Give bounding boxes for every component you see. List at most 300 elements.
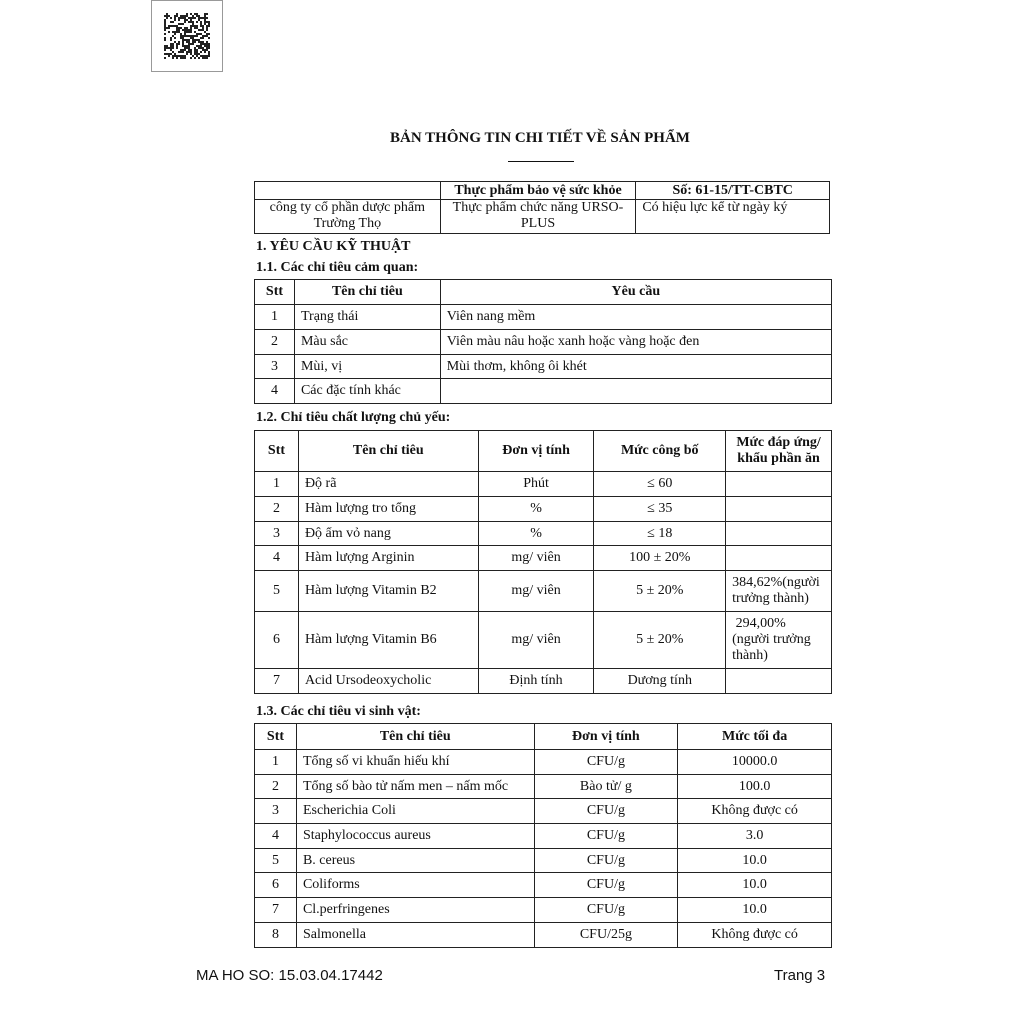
qr-module (196, 35, 198, 37)
table-cell: Hàm lượng tro tổng (298, 497, 478, 522)
qr-module (182, 57, 184, 59)
table-cell: CFU/g (534, 824, 678, 849)
qr-module (206, 27, 208, 29)
qr-module (198, 29, 200, 31)
column-header: Tên chỉ tiêu (294, 280, 440, 305)
qr-module (182, 41, 184, 43)
qr-module (178, 55, 180, 57)
qr-module (164, 53, 166, 55)
qr-module (180, 27, 182, 29)
qr-module (202, 29, 204, 31)
table-cell: 7 (255, 669, 299, 694)
qr-module (182, 15, 184, 17)
qr-module (190, 31, 192, 33)
table-cell: Định tính (478, 669, 594, 694)
qr-module (204, 15, 206, 17)
table-cell: Salmonella (296, 923, 534, 948)
table-cell: 2 (255, 330, 295, 355)
qr-module (202, 25, 204, 27)
qr-module (180, 55, 182, 57)
qr-module (186, 27, 188, 29)
qr-module (172, 55, 174, 57)
qr-module (180, 37, 182, 39)
column-header: Đơn vị tính (478, 431, 594, 472)
table-cell: 5 ± 20% (594, 571, 726, 612)
qr-module (164, 49, 166, 51)
table-cell: 5 (255, 571, 299, 612)
qr-module (208, 47, 210, 49)
table-cell: % (478, 497, 594, 522)
header-product-type: Thực phẩm bảo vệ sức khỏe (440, 182, 636, 200)
table-cell: Các đặc tính khác (294, 379, 440, 404)
qr-module (200, 33, 202, 35)
column-header: Stt (255, 724, 297, 750)
table-row (255, 669, 832, 694)
qr-module (184, 57, 186, 59)
qr-module (184, 47, 186, 49)
qr-module (208, 55, 210, 57)
qr-module (194, 31, 196, 33)
table-cell: mg/ viên (478, 546, 594, 571)
qr-module (174, 33, 176, 35)
qr-module (192, 37, 194, 39)
qr-module (168, 25, 170, 27)
qr-module (208, 25, 210, 27)
qr-module (196, 53, 198, 55)
qr-module (184, 15, 186, 17)
header-company: công ty cổ phần dược phẩm Trường Thọ (255, 200, 441, 234)
column-header: Mức công bố (594, 431, 726, 472)
qr-module (176, 15, 178, 17)
table-cell: ≤ 18 (594, 522, 726, 546)
footer-page-number: Trang 3 (774, 967, 826, 984)
qr-module (204, 55, 206, 57)
qr-module (198, 17, 200, 19)
qr-module (198, 19, 200, 21)
table-cell: Bào tử/ g (534, 775, 678, 799)
qr-module (206, 55, 208, 57)
qr-module (200, 23, 202, 25)
qr-module (184, 29, 186, 31)
qr-module (170, 21, 172, 23)
qr-module (196, 51, 198, 53)
qr-module (176, 29, 178, 31)
qr-module (168, 55, 170, 57)
qr-module (180, 57, 182, 59)
table-cell: 2 (255, 775, 297, 799)
qr-module (200, 45, 202, 47)
qr-module (184, 35, 186, 37)
table-row (255, 873, 832, 898)
table-row (255, 330, 832, 355)
table-cell: ≤ 60 (594, 472, 726, 497)
table-cell: CFU/g (534, 873, 678, 898)
column-header: Yêu cầu (440, 280, 831, 305)
qr-module (192, 21, 194, 23)
qr-module (184, 27, 186, 29)
qr-module (202, 49, 204, 51)
table-cell: 1 (255, 305, 295, 330)
qr-module (190, 17, 192, 19)
section-heading-1-1: 1.1. Các chỉ tiêu cảm quan: (256, 260, 419, 275)
column-header: Tên chỉ tiêu (298, 431, 478, 472)
qr-module (184, 39, 186, 41)
qr-module (192, 55, 194, 57)
qr-module (204, 45, 206, 47)
qr-module (188, 21, 190, 23)
table-cell: 4 (255, 824, 297, 849)
table-cell: 3 (255, 522, 299, 546)
qr-module (174, 55, 176, 57)
qr-code-image (164, 13, 210, 59)
section-heading-1: 1. YÊU CẦU KỸ THUẬT (256, 239, 411, 254)
column-header: Tên chỉ tiêu (296, 724, 534, 750)
qr-module (198, 15, 200, 17)
table-cell: Tổng số bào tử nấm men – nấm mốc (296, 775, 534, 799)
qr-module (186, 41, 188, 43)
qr-module (176, 55, 178, 57)
qr-module (206, 41, 208, 43)
qr-module (168, 53, 170, 55)
qr-module (164, 23, 166, 25)
qr-module (166, 15, 168, 17)
qr-module (186, 29, 188, 31)
qr-module (172, 25, 174, 27)
qr-module (182, 37, 184, 39)
qr-module (164, 37, 166, 39)
qr-module (170, 17, 172, 19)
table-row (255, 824, 832, 849)
qr-module (198, 53, 200, 55)
qr-module (182, 49, 184, 51)
table-cell: Tổng số vi khuẩn hiếu khí (296, 750, 534, 775)
qr-module (182, 17, 184, 19)
qr-module (180, 15, 182, 17)
qr-module (164, 25, 166, 27)
header-table (254, 181, 830, 234)
table-row (255, 305, 832, 330)
qr-module (174, 37, 176, 39)
table-cell (726, 522, 832, 546)
qr-module (170, 53, 172, 55)
qr-module (184, 17, 186, 19)
qr-module (188, 47, 190, 49)
qr-module (194, 17, 196, 19)
qr-module (202, 41, 204, 43)
qr-module (178, 17, 180, 19)
qr-module (194, 35, 196, 37)
table-cell: 1 (255, 750, 297, 775)
qr-module (194, 51, 196, 53)
table-cell: 4 (255, 379, 295, 404)
table-row (255, 799, 832, 824)
qr-module (204, 49, 206, 51)
qr-module (182, 45, 184, 47)
qr-module (206, 25, 208, 27)
table-cell: Coliforms (296, 873, 534, 898)
qr-module (208, 37, 210, 39)
qr-module (184, 33, 186, 35)
qr-module (200, 43, 202, 45)
qr-module (182, 55, 184, 57)
qr-module (206, 43, 208, 45)
table-cell: 10000.0 (678, 750, 832, 775)
qr-module (178, 41, 180, 43)
qr-module (206, 49, 208, 51)
qr-module (172, 45, 174, 47)
qr-module (196, 45, 198, 47)
table-cell: 3.0 (678, 824, 832, 849)
qr-module (192, 15, 194, 17)
qr-module (180, 23, 182, 25)
qr-module (200, 17, 202, 19)
qr-module (172, 51, 174, 53)
table-cell: 10.0 (678, 849, 832, 873)
qr-module (176, 45, 178, 47)
qr-module (206, 33, 208, 35)
table-cell: 10.0 (678, 898, 832, 923)
qr-module (188, 41, 190, 43)
qr-module (164, 47, 166, 49)
qr-module (194, 57, 196, 59)
qr-module (194, 39, 196, 41)
qr-module (176, 25, 178, 27)
qr-module (180, 51, 182, 53)
qr-module (192, 41, 194, 43)
table-cell: CFU/g (534, 750, 678, 775)
table-cell: 294,00% (người trưởng thành) (726, 612, 832, 669)
qr-module (190, 35, 192, 37)
qr-module (172, 47, 174, 49)
qr-module (184, 19, 186, 21)
qr-module (186, 31, 188, 33)
qr-module (186, 13, 188, 15)
qr-module (188, 31, 190, 33)
qr-module (196, 13, 198, 15)
table-row (255, 355, 832, 379)
qr-module (202, 17, 204, 19)
qr-module (198, 39, 200, 41)
qr-module (186, 47, 188, 49)
qr-module (192, 25, 194, 27)
qr-module (182, 51, 184, 53)
qr-module (168, 15, 170, 17)
section-heading-1-3: 1.3. Các chỉ tiêu vi sinh vật: (256, 704, 421, 719)
qr-module (168, 31, 170, 33)
qr-module (206, 29, 208, 31)
table-cell (726, 546, 832, 571)
qr-module (202, 47, 204, 49)
qr-module (190, 49, 192, 51)
qr-module (176, 57, 178, 59)
qr-module (206, 45, 208, 47)
qr-module (188, 17, 190, 19)
qr-module (186, 53, 188, 55)
table-cell: Acid Ursodeoxycholic (298, 669, 478, 694)
qr-module (170, 37, 172, 39)
qr-module (190, 13, 192, 15)
table-row (255, 612, 832, 669)
qr-module (204, 13, 206, 15)
qr-module (202, 37, 204, 39)
qr-module (186, 39, 188, 41)
table-cell: Màu sắc (294, 330, 440, 355)
column-header: Stt (255, 431, 299, 472)
qr-module (164, 29, 166, 31)
qr-module (174, 53, 176, 55)
qr-module (188, 49, 190, 51)
qr-module (190, 21, 192, 23)
qr-module (208, 33, 210, 35)
table-row (255, 497, 832, 522)
qr-module (206, 21, 208, 23)
table-cell: 3 (255, 355, 295, 379)
qr-module (200, 41, 202, 43)
qr-module (180, 49, 182, 51)
qr-module (196, 55, 198, 57)
qr-module (200, 25, 202, 27)
qr-module (208, 43, 210, 45)
qr-module (184, 31, 186, 33)
qr-module (200, 37, 202, 39)
table-cell: CFU/25g (534, 923, 678, 948)
qr-module (180, 33, 182, 35)
table-cell: 6 (255, 873, 297, 898)
header-validity: Có hiệu lực kể từ ngày ký (636, 200, 830, 234)
table-cell (726, 497, 832, 522)
qr-module (206, 47, 208, 49)
table-cell: Hàm lượng Arginin (298, 546, 478, 571)
qr-module (200, 55, 202, 57)
qr-module (184, 55, 186, 57)
header-product-name: Thực phẩm chức năng URSO-PLUS (440, 200, 636, 234)
table-cell: 7 (255, 898, 297, 923)
table-cell: 100 ± 20% (594, 546, 726, 571)
qr-module (170, 49, 172, 51)
table-cell: Không được có (678, 799, 832, 824)
sensory-table (254, 279, 832, 404)
qr-module (174, 25, 176, 27)
qr-module (196, 21, 198, 23)
table-cell: 384,62%(người trưởng thành) (726, 571, 832, 612)
microbiology-table (254, 723, 832, 948)
qr-module (174, 15, 176, 17)
qr-module (198, 45, 200, 47)
qr-module (188, 51, 190, 53)
qr-module (204, 35, 206, 37)
qr-module (176, 47, 178, 49)
qr-module (164, 39, 166, 41)
qr-module (182, 29, 184, 31)
qr-module (194, 27, 196, 29)
qr-module (190, 25, 192, 27)
table-cell: Viên màu nâu hoặc xanh hoặc vàng hoặc đen (440, 330, 831, 355)
table-row (255, 522, 832, 546)
qr-module (194, 25, 196, 27)
qr-module (198, 33, 200, 35)
qr-module (188, 45, 190, 47)
qr-module (176, 27, 178, 29)
qr-module (176, 13, 178, 15)
column-header: Đơn vị tính (534, 724, 678, 750)
qr-module (190, 29, 192, 31)
qr-module (178, 23, 180, 25)
qr-module (170, 43, 172, 45)
qr-module (194, 49, 196, 51)
qr-module (192, 17, 194, 19)
table-cell: Độ rã (298, 472, 478, 497)
qr-module (196, 25, 198, 27)
table-cell: Viên nang mềm (440, 305, 831, 330)
qr-module (164, 33, 166, 35)
column-header: Mức tối đa (678, 724, 832, 750)
table-cell: mg/ viên (478, 612, 594, 669)
qr-module (200, 21, 202, 23)
qr-module (208, 51, 210, 53)
qr-module (204, 57, 206, 59)
qr-module (204, 43, 206, 45)
table-cell: Hàm lượng Vitamin B2 (298, 571, 478, 612)
qr-module (208, 21, 210, 23)
qr-module (164, 15, 166, 17)
qr-module (202, 43, 204, 45)
qr-module (206, 13, 208, 15)
qr-module (178, 31, 180, 33)
qr-module (182, 39, 184, 41)
table-cell: 2 (255, 497, 299, 522)
qr-code-frame (151, 0, 223, 72)
title-underline (508, 161, 574, 162)
table-row (255, 775, 832, 799)
qr-module (174, 19, 176, 21)
qr-module (178, 29, 180, 31)
qr-module (200, 51, 202, 53)
qr-module (164, 57, 166, 59)
qr-module (170, 25, 172, 27)
qr-module (166, 53, 168, 55)
qr-module (174, 17, 176, 19)
table-row (255, 750, 832, 775)
section-heading-1-2: 1.2. Chỉ tiêu chất lượng chủ yếu: (256, 410, 451, 425)
qr-module (174, 41, 176, 43)
qr-module (188, 39, 190, 41)
qr-module (188, 29, 190, 31)
qr-module (182, 43, 184, 45)
table-cell: Escherichia Coli (296, 799, 534, 824)
table-cell: B. cereus (296, 849, 534, 873)
qr-module (170, 45, 172, 47)
qr-module (192, 39, 194, 41)
qr-module (188, 43, 190, 45)
table-cell (726, 472, 832, 497)
table-cell: 100.0 (678, 775, 832, 799)
table-row (255, 546, 832, 571)
qr-module (166, 17, 168, 19)
qr-module (206, 35, 208, 37)
qr-module (190, 43, 192, 45)
qr-module (208, 45, 210, 47)
table-row (255, 898, 832, 923)
qr-module (204, 31, 206, 33)
qr-module (164, 27, 166, 29)
qr-module (180, 35, 182, 37)
qr-module (184, 45, 186, 47)
qr-module (190, 27, 192, 29)
qr-module (186, 15, 188, 17)
table-cell: 8 (255, 923, 297, 948)
qr-module (172, 31, 174, 33)
qr-module (208, 23, 210, 25)
